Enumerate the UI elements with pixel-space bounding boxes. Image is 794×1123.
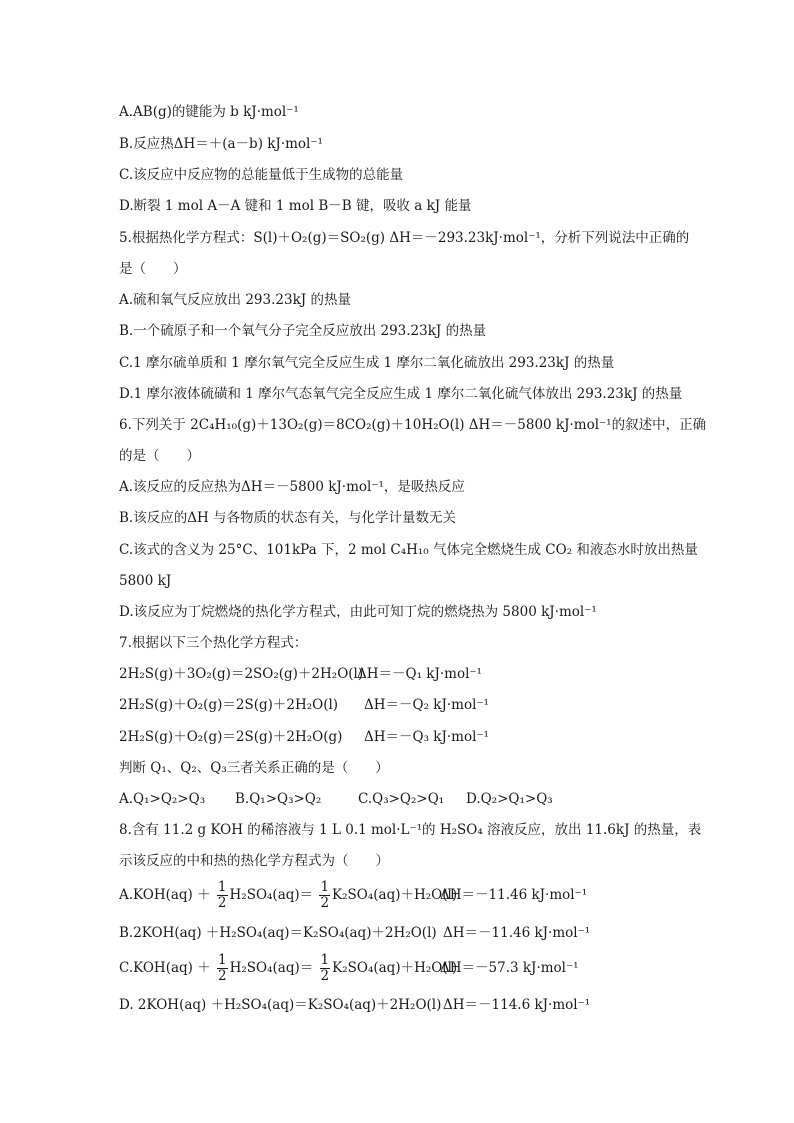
fraction-denominator: 2 xyxy=(320,895,330,911)
q8-stem-line2: 示该反应的中和热的热化学方程式为（ ） xyxy=(119,853,389,869)
q4-option-c: C.该反应中反应物的总能量低于生成物的总能量 xyxy=(119,167,404,183)
q7-option-a: A.Q₁>Q₂>Q₃ xyxy=(119,791,206,807)
q7-eq2-formula: 2H₂S(g)＋O₂(g)＝2S(g)＋2H₂O(l) xyxy=(119,697,339,713)
q8-c-lhs: C.KOH(aq) ＋ xyxy=(119,960,211,976)
q7-equation-3 xyxy=(119,727,489,747)
fraction-numerator: 1 xyxy=(218,952,227,968)
fraction-numerator: 1 xyxy=(320,952,330,968)
fraction-half xyxy=(217,880,228,911)
q6-option-d: D.该反应为丁烷燃烧的热化学方程式，由此可知丁烷的燃烧热为 5800 kJ·mol⁻¹ xyxy=(119,604,597,620)
fraction-denominator: 2 xyxy=(218,968,227,984)
q4-option-a: A.AB(g)的键能为 b kJ·mol⁻¹ xyxy=(119,104,299,120)
q7-eq1-formula: 2H₂S(g)＋3O₂(g)＝2SO₂(g)＋2H₂O(l) xyxy=(119,666,364,682)
q7-eq2-dh: ΔH＝－Q₂ kJ·mol⁻¹ xyxy=(364,697,489,713)
q7-eq3-dh: ΔH＝－Q₃ kJ·mol⁻¹ xyxy=(364,729,489,745)
q8-option-b xyxy=(119,923,591,943)
q8-option-c xyxy=(119,951,579,985)
q6-option-c-line2: 5800 kJ xyxy=(119,573,172,589)
q8-d-dh: ΔH＝－114.6 kJ·mol⁻¹ xyxy=(443,997,591,1013)
q7-stem: 7.根据以下三个热化学方程式： xyxy=(119,635,308,651)
q5-option-b: B.一个硫原子和一个氧气分子完全反应放出 293.23kJ 的热量 xyxy=(119,323,487,339)
q6-stem-line2: 的是（ ） xyxy=(119,448,200,464)
q7-equation-2 xyxy=(119,695,489,715)
q8-b-equation: B.2KOH(aq) ＋H₂SO₄(aq)＝K₂SO₄(aq)＋2H₂O(l) xyxy=(119,925,437,941)
q7-eq3-formula: 2H₂S(g)＋O₂(g)＝2S(g)＋2H₂O(g) xyxy=(119,729,343,745)
fraction-half xyxy=(319,880,330,911)
q8-a-middle: H₂SO₄(aq)＝ xyxy=(229,887,314,903)
q8-c-dh: ΔH＝－57.3 kJ·mol⁻¹ xyxy=(440,960,579,976)
q4-option-b: B.反应热ΔH＝＋(a－b) kJ·mol⁻¹ xyxy=(119,136,323,152)
q4-option-d: D.断裂 1 mol A－A 键和 1 mol B－B 键，吸收 a kJ 能量 xyxy=(119,198,472,214)
fraction-denominator: 2 xyxy=(320,968,330,984)
q7-option-c: C.Q₃>Q₂>Q₁ xyxy=(358,791,445,807)
q5-option-c: C.1 摩尔硫单质和 1 摩尔氧气完全反应生成 1 摩尔二氧化硫放出 293.23kJ 的热量 xyxy=(119,355,615,371)
q5-stem-line2: 是（ ） xyxy=(119,261,187,277)
q8-a-rhs: K₂SO₄(aq)＋H₂O(l) xyxy=(332,887,458,903)
q8-option-a xyxy=(119,878,588,912)
q8-c-rhs: K₂SO₄(aq)＋H₂O(l) xyxy=(332,960,458,976)
q7-question: 判断 Q₁、Q₂、Q₃三者关系正确的是（ ） xyxy=(119,760,389,776)
fraction-denominator: 2 xyxy=(217,895,227,911)
q6-option-a: A.该反应的反应热为ΔH＝－5800 kJ·mol⁻¹，是吸热反应 xyxy=(119,479,465,495)
q7-option-d: D.Q₂>Q₁>Q₃ xyxy=(466,791,553,807)
q8-option-d xyxy=(119,995,591,1015)
fraction-numerator: 1 xyxy=(320,879,330,895)
q5-option-d: D.1 摩尔液体硫磺和 1 摩尔气态氧气完全反应生成 1 摩尔二氧化硫气体放出 293.23kJ 的热量 xyxy=(119,386,683,402)
q8-c-middle: H₂SO₄(aq)＝ xyxy=(229,960,314,976)
q5-stem-line1: 5.根据热化学方程式：S(l)＋O₂(g)＝SO₂(g) ΔH＝－293.23kJ·mol⁻¹，分析下列说法中正确的 xyxy=(119,230,690,246)
q7-eq1-dh: ΔH＝－Q₁ kJ·mol⁻¹ xyxy=(357,666,482,682)
q7-option-b: B.Q₁>Q₃>Q₂ xyxy=(235,791,322,807)
q5-option-a: A.硫和氧气反应放出 293.23kJ 的热量 xyxy=(119,292,351,308)
fraction-half xyxy=(320,953,331,984)
q6-option-c-line1: C.该式的含义为 25°C、101kPa 下，2 mol C₄H₁₀ 气体完全燃烧生成 CO₂ 和液态水时放出热量 xyxy=(119,542,698,558)
q8-stem-line1: 8.含有 11.2 g KOH 的稀溶液与 1 L 0.1 mol·L⁻¹的 H₂SO₄ 溶液反应，放出 11.6kJ 的热量，表 xyxy=(119,822,702,838)
q7-equation-1 xyxy=(119,664,482,684)
q6-option-b: B.该反应的ΔH 与各物质的状态有关，与化学计量数无关 xyxy=(119,510,457,526)
q8-d-equation: D. 2KOH(aq) ＋H₂SO₄(aq)＝K₂SO₄(aq)＋2H₂O(l) xyxy=(119,997,442,1013)
q8-a-dh: ΔH＝－11.46 kJ·mol⁻¹ xyxy=(440,887,588,903)
q8-a-lhs: A.KOH(aq) ＋ xyxy=(119,887,211,903)
q6-stem-line1: 6.下列关于 2C₄H₁₀(g)＋13O₂(g)＝8CO₂(g)＋10H₂O(l) ΔH＝－5800 kJ·mol⁻¹的叙述中，正确 xyxy=(119,417,707,433)
q8-b-dh: ΔH＝－11.46 kJ·mol⁻¹ xyxy=(443,925,591,941)
fraction-half xyxy=(217,953,228,984)
fraction-numerator: 1 xyxy=(217,879,227,895)
